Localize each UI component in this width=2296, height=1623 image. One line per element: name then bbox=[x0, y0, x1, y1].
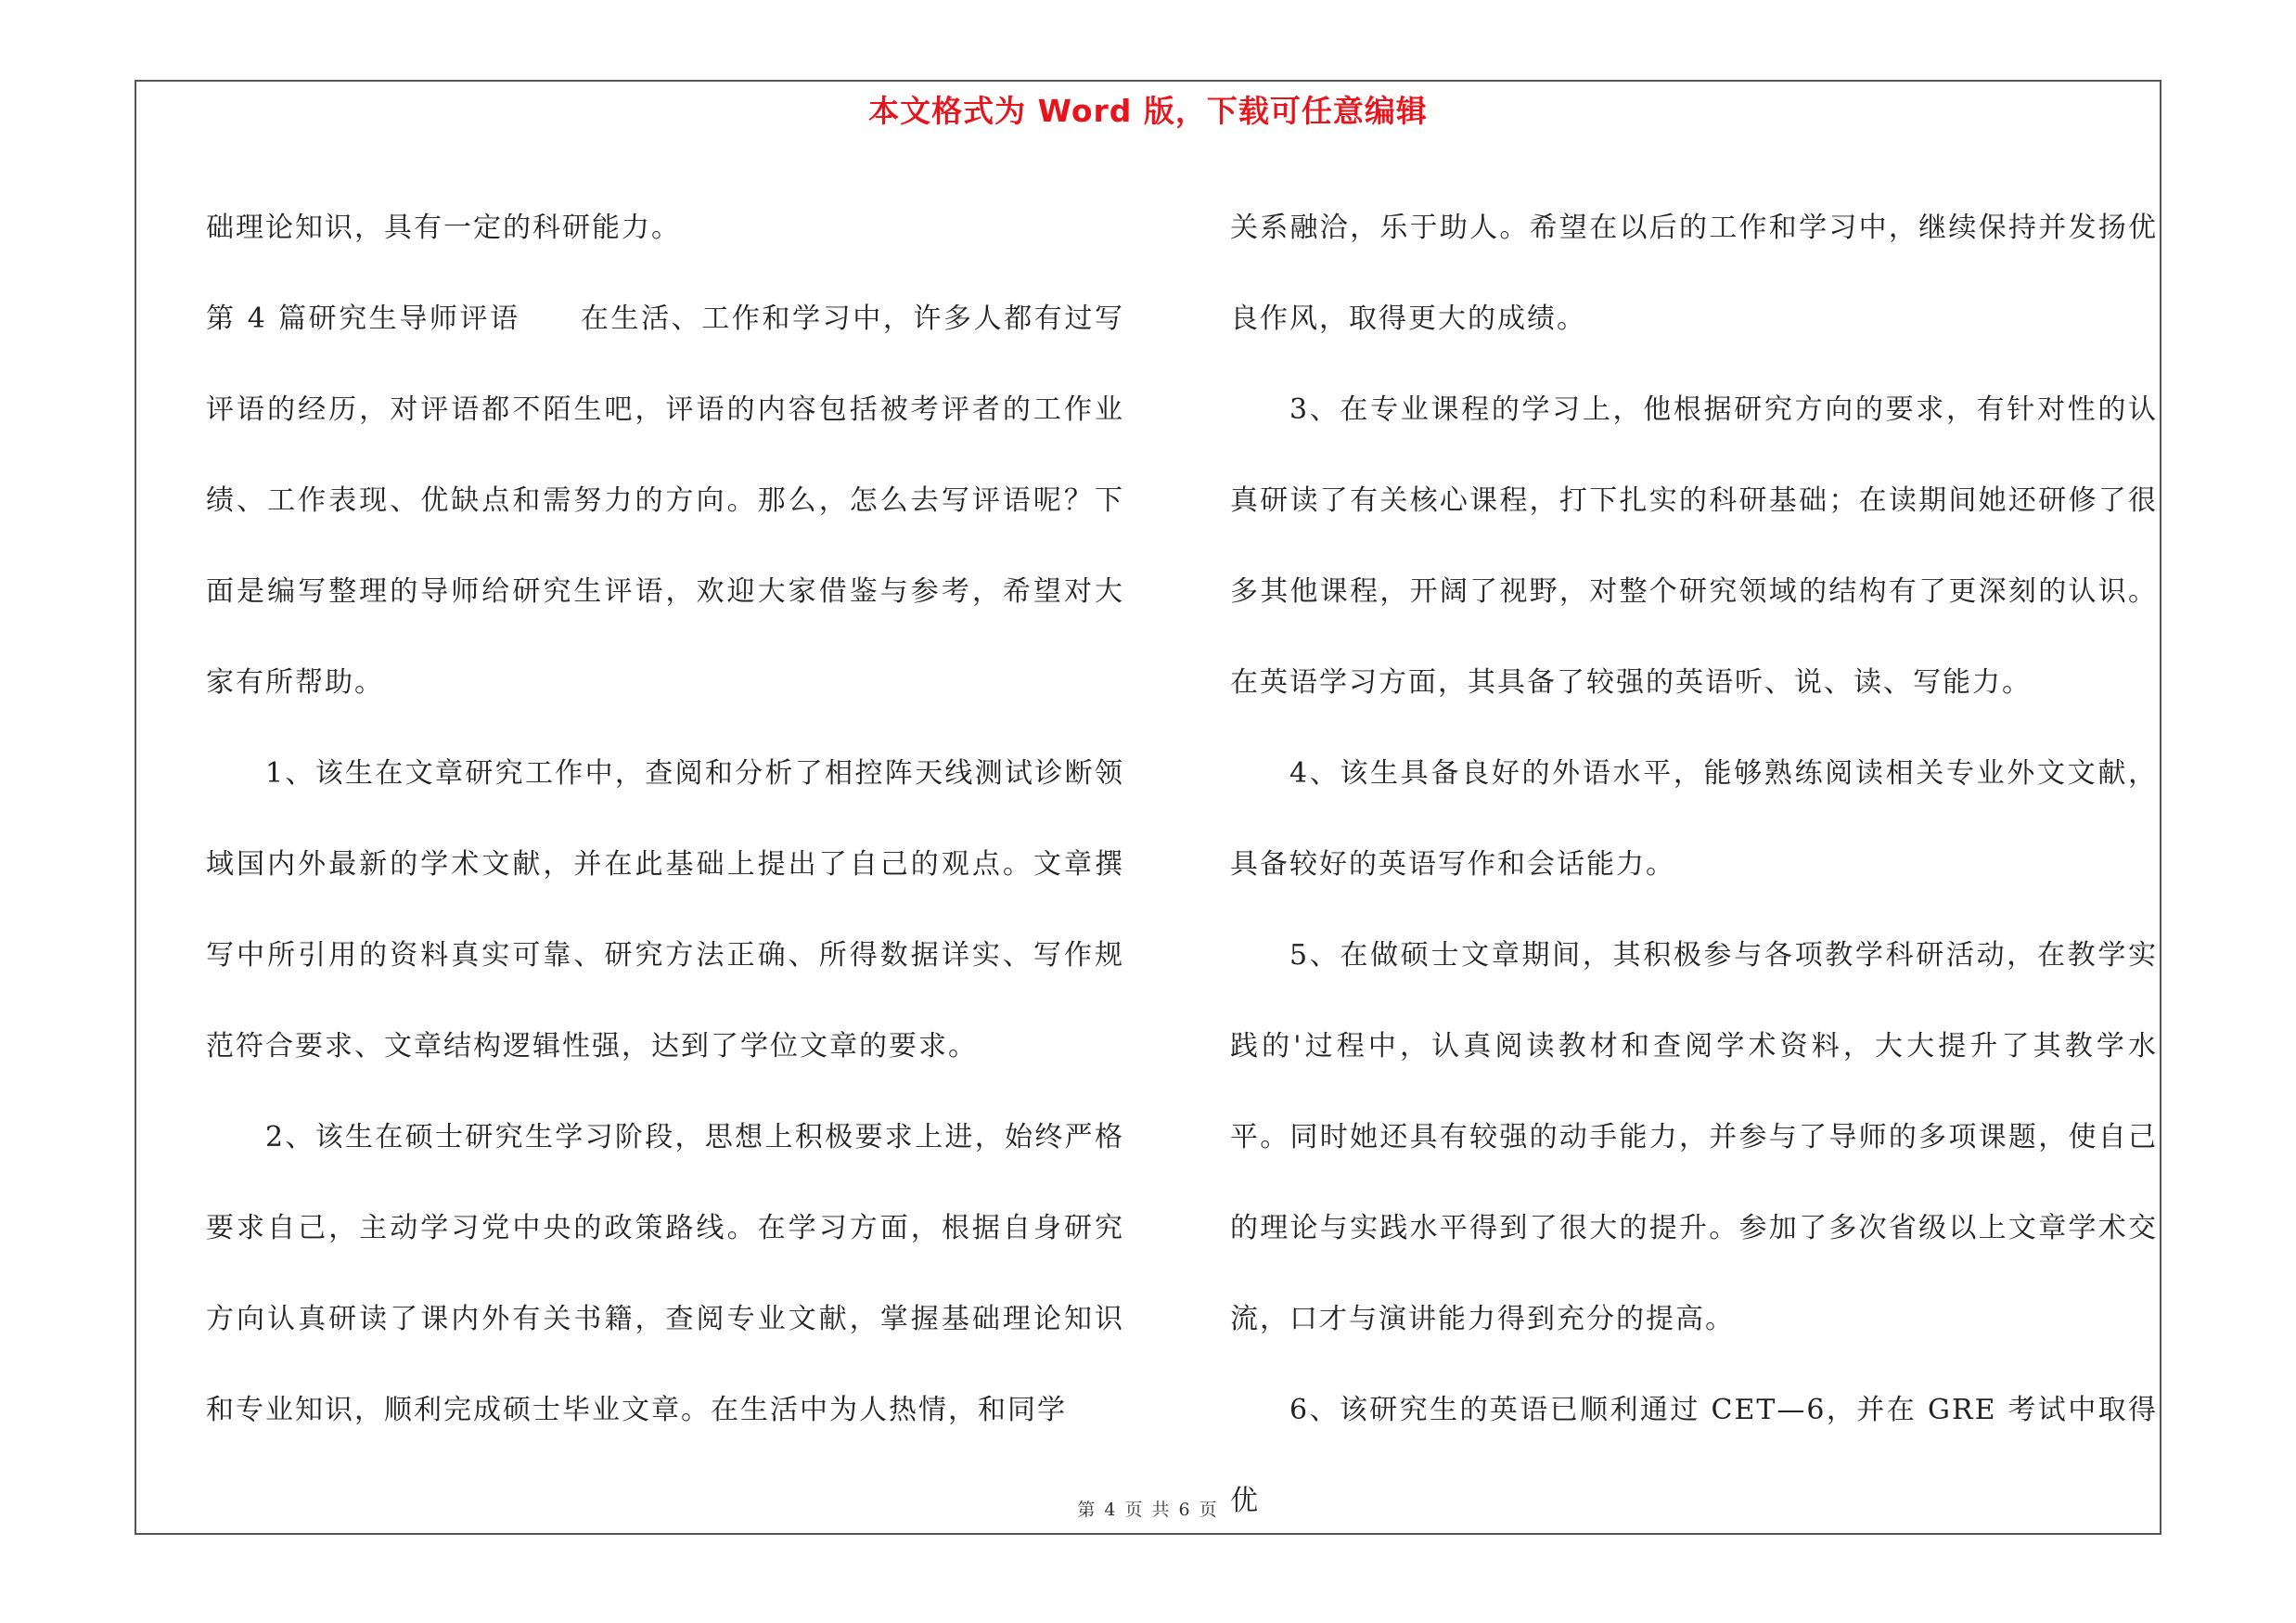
word-format-banner: 本文格式为 Word 版，下载可任意编辑 bbox=[868, 93, 1428, 129]
paragraph-continued: 础理论知识，具有一定的科研能力。 bbox=[206, 212, 681, 244]
paragraph-item-3: 3、在专业课程的学习上，他根据研究方向的要求，有针对性的认真研读了有关核心课程，打下扎实的科研基础；在读期间她还研修了很多其他课程，开阔了视野，对整个研究领域的结构有了更深刻的认识。在英语学习方面，其具备了较强的英语听、说、读、写能力。 bbox=[1230, 393, 2158, 699]
paragraph-item-2: 2、该生在硕士研究生学习阶段，思想上积极要求上进，始终严格要求自己，主动学习党中央的政策路线。在学习方面，根据自身研究方向认真研读了课内外有关书籍，查阅专业文献，掌握基础理论知识和专业知识，顺利完成硕士毕业文章。在生活中为人热情，和同学 bbox=[206, 1121, 1124, 1426]
left-column bbox=[206, 183, 1124, 1456]
paragraph-item-1: 1、该生在文章研究工作中，查阅和分析了相控阵天线测试诊断领域国内外最新的学术文献，并在此基础上提出了自己的观点。文章撰写中所引用的资料真实可靠、研究方法正确、所得数据详实、写作规范符合要求、文章结构逻辑性强，达到了学位文章的要求。 bbox=[206, 757, 1124, 1063]
paragraph-item-6: 6、该研究生的英语已顺利通过 CET—6，并在 GRE 考试中取得优 bbox=[1230, 1394, 2158, 1517]
paragraph-item-4: 4、该生具备良好的外语水平，能够熟练阅读相关专业外文文献，具备较好的英语写作和会话能力。 bbox=[1230, 757, 2158, 881]
page-number: 第 4 页 共 6 页 bbox=[1077, 1500, 1219, 1520]
paragraph-item-5: 5、在做硕士文章期间，其积极参与各项教学科研活动，在教学实践的'过程中，认真阅读教材和查阅学术资料，大大提升了其教学水平。同时她还具有较强的动手能力，并参与了导师的多项课题，使自己的理论与实践水平得到了很大的提升。参加了多次省级以上文章学术交流，口才与演讲能力得到充分的提高。 bbox=[1230, 939, 2158, 1335]
right-column bbox=[1230, 183, 2158, 1547]
paragraph-item-2-continued: 关系融洽，乐于助人。希望在以后的工作和学习中，继续保持并发扬优良作风，取得更大的成绩。 bbox=[1230, 212, 2158, 335]
paragraph-section-intro: 第 4 篇研究生导师评语 在生活、工作和学习中，许多人都有过写评语的经历，对评语都不陌生吧，评语的内容包括被考评者的工作业绩、工作表现、优缺点和需努力的方向。那么，怎么去写评语呢？下面是编写整理的导师给研究生评语，欢迎大家借鉴与参考，希望对大家有所帮助。 bbox=[206, 303, 1124, 699]
